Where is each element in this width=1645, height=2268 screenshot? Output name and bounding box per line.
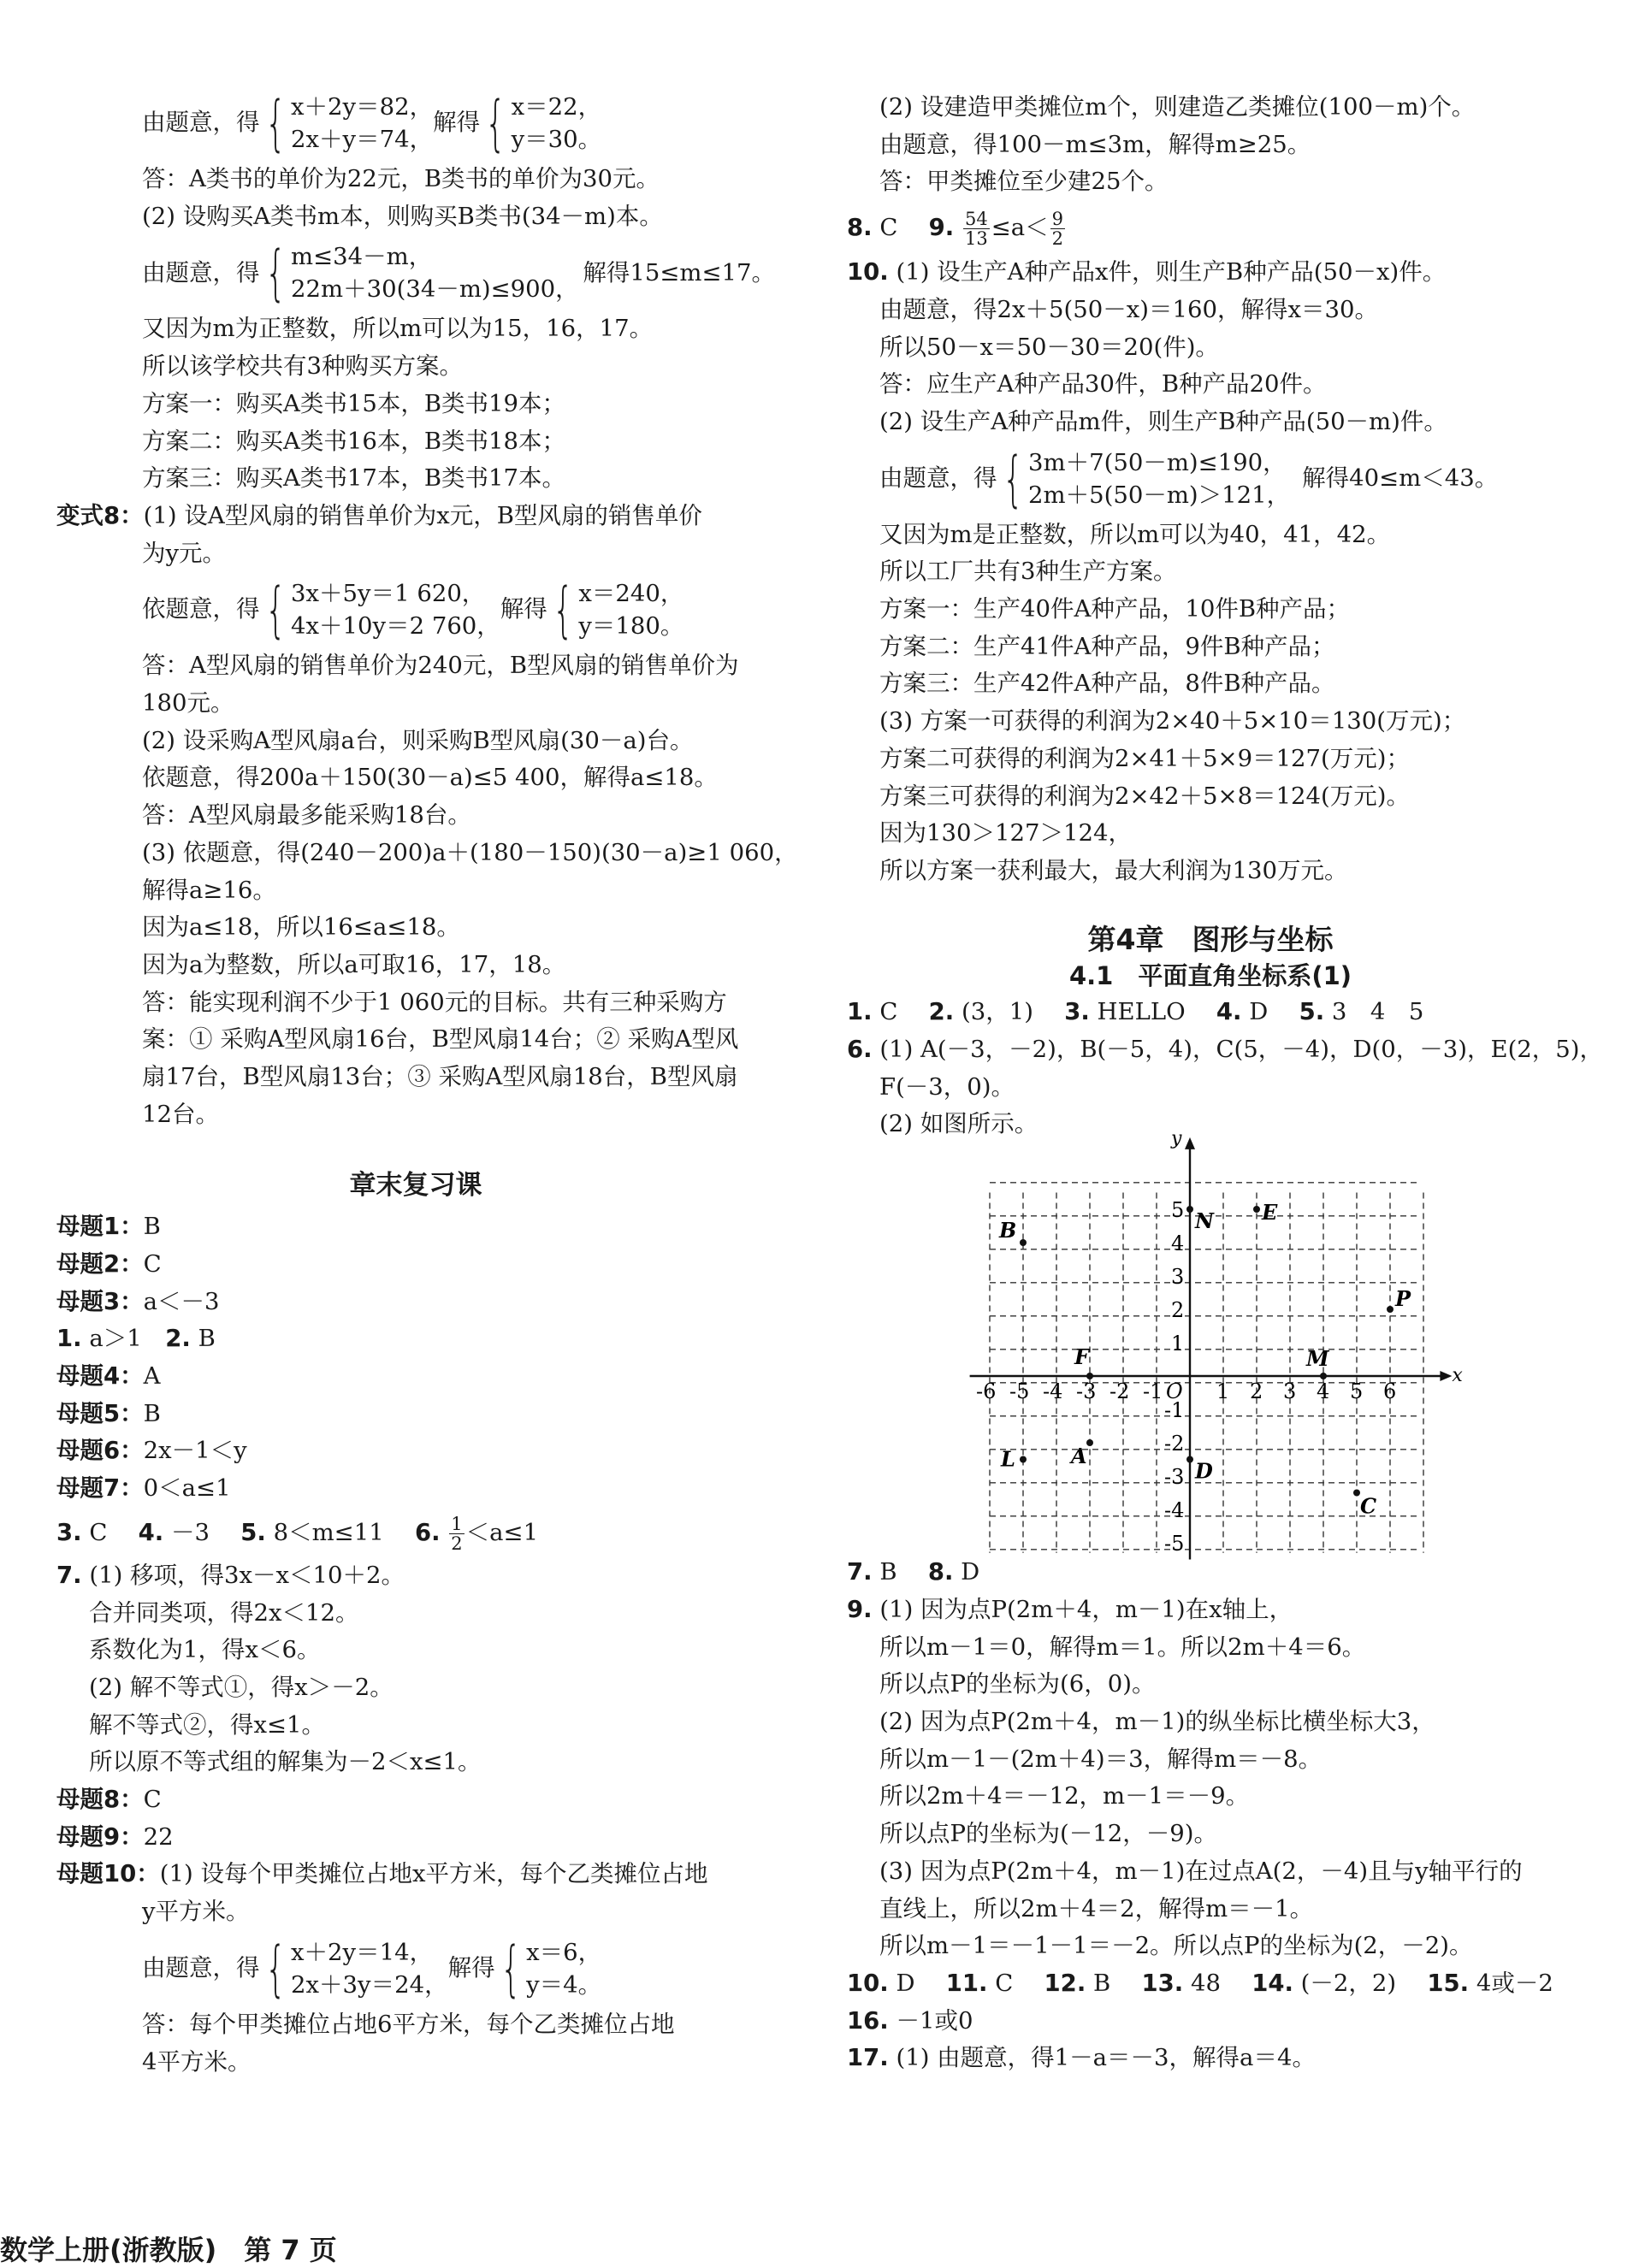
label: 4. xyxy=(1216,998,1242,1026)
point-label-F: F xyxy=(1074,1344,1090,1370)
answer-line xyxy=(847,1965,1574,2003)
brace: { xyxy=(485,88,506,158)
x-axis-arrow xyxy=(1440,1371,1452,1381)
equation-stack xyxy=(1028,446,1290,511)
label: 17. xyxy=(847,2044,889,2072)
value: 2x－1＜y xyxy=(143,1437,247,1465)
text-line: 答：甲类摊位至少建25个。 xyxy=(879,168,1169,196)
value: A xyxy=(143,1361,161,1390)
x-tick-label: 1 xyxy=(1216,1379,1230,1404)
equation-stack xyxy=(291,1936,448,2001)
label: 10. xyxy=(847,258,889,286)
point-P xyxy=(1387,1306,1394,1313)
text: 由题意，得 xyxy=(142,1953,260,1982)
section-title: 4.1 平面直角坐标系(1) xyxy=(1068,961,1352,991)
label: 7. xyxy=(56,1561,82,1589)
label: 6. xyxy=(414,1518,441,1546)
y-tick-label: 3 xyxy=(1171,1265,1185,1290)
answer-line xyxy=(847,201,1574,254)
text-line: (3) 因为点P(2m＋4，m－1)在过点A(2，－4)且与y轴平行的 xyxy=(879,1857,1523,1885)
text-line: 答：A类书的单价为22元，B类书的单价为30元。 xyxy=(142,165,660,192)
label: 母题5： xyxy=(56,1399,144,1427)
x-tick-label: 3 xyxy=(1283,1379,1297,1404)
point-label-N: N xyxy=(1195,1208,1214,1234)
fraction xyxy=(1050,210,1065,248)
text-line: 所以点P的坐标为(－12，－9)。 xyxy=(879,1820,1217,1848)
equation: y＝180。 xyxy=(578,612,684,641)
right-column xyxy=(847,89,1604,2077)
value: D xyxy=(961,1558,980,1586)
text: 解得15≤m≤17。 xyxy=(583,258,775,286)
label: 1. xyxy=(56,1325,82,1353)
y-tick-label: -2 xyxy=(1164,1432,1185,1456)
x-tick-label: -6 xyxy=(976,1379,997,1404)
label: 母题6： xyxy=(56,1437,144,1465)
equation: y＝4。 xyxy=(526,1970,602,1999)
left-column xyxy=(56,86,798,2081)
text: (1) 设生产A种产品x件，则生产B种产品(50－x)件。 xyxy=(896,258,1447,286)
value: 48 xyxy=(1190,1969,1221,1997)
value: B xyxy=(1093,1969,1111,1997)
answer-line xyxy=(847,1592,1574,1629)
text-line: 所以2m＋4＝－12，m－1＝－9。 xyxy=(879,1782,1250,1810)
value: 8＜m≤11 xyxy=(273,1518,384,1546)
value: B xyxy=(143,1399,161,1427)
text-line: 依题意，得200a＋150(30－a)≤5 400，解得a≤18。 xyxy=(142,764,718,792)
label: 13. xyxy=(1141,1969,1184,1997)
text: 由题意，得 xyxy=(142,258,260,286)
x-tick-label: 5 xyxy=(1350,1379,1364,1404)
answer-line xyxy=(56,1246,775,1284)
equation-stack xyxy=(578,577,683,642)
label: 3. xyxy=(1064,998,1090,1026)
text: (1) A(－3，－2)，B(－5，4)，C(5，－4)，D(0，－3)，E(2，5)， xyxy=(879,1036,1604,1064)
value: －1或0 xyxy=(896,2006,973,2035)
point-D xyxy=(1186,1456,1193,1463)
label: 9. xyxy=(847,1595,873,1623)
point-label-B: B xyxy=(999,1218,1017,1243)
value: C xyxy=(89,1518,108,1546)
equation: 2m＋5(50－m)＞121， xyxy=(1028,481,1291,509)
equation-stack xyxy=(291,240,579,305)
label: 母题7： xyxy=(56,1474,144,1503)
label: 9. xyxy=(928,214,955,242)
value: C xyxy=(995,1969,1014,1997)
text-line: (3) 方案一可获得的利润为2×40＋5×10＝130(万元)； xyxy=(879,707,1466,735)
text-line: 180元。 xyxy=(142,689,234,718)
answer-line xyxy=(847,254,1574,292)
text-line: 答：A型风扇最多能采购18台。 xyxy=(142,801,471,830)
equation: 4x＋10y＝2 760， xyxy=(291,612,500,641)
x-tick-label: -5 xyxy=(1009,1379,1030,1404)
label: 4. xyxy=(138,1518,164,1546)
value: C xyxy=(143,1249,162,1278)
system-equation xyxy=(56,1931,775,2006)
text: 解得 xyxy=(500,595,547,623)
variant-8-heading xyxy=(56,498,775,535)
system-equation xyxy=(56,235,775,310)
answer-line xyxy=(56,1432,775,1470)
numerator: 9 xyxy=(1051,209,1064,230)
x-tick-label: -4 xyxy=(1043,1379,1063,1404)
equation-stack xyxy=(512,91,602,156)
value: 0＜a≤1 xyxy=(143,1474,231,1503)
text-line: 答：每个甲类摊位占地6平方米，每个乙类摊位占地 xyxy=(142,2010,675,2038)
label: 8. xyxy=(847,214,873,242)
text-line: F(－3，0)。 xyxy=(879,1072,1015,1101)
point-C xyxy=(1353,1490,1360,1497)
answer-line xyxy=(56,1320,775,1358)
text-line: 答：能实现利润不少于1 060元的目标。共有三种采购方 xyxy=(142,988,727,1016)
text-line: 方案三可获得的利润为2×42＋5×8＝124(万元)。 xyxy=(879,782,1411,810)
y-tick-label: 4 xyxy=(1171,1231,1185,1256)
answer-line xyxy=(56,1396,775,1433)
text-line: 方案二：购买A类书16本，B类书18本； xyxy=(142,427,566,455)
text-line: 方案二：生产41件A种产品，9件B种产品； xyxy=(879,632,1335,660)
text-line: 解得a≥16。 xyxy=(142,876,276,904)
value: (3，1) xyxy=(961,998,1033,1026)
brace: { xyxy=(552,575,574,646)
y-tick-label: -1 xyxy=(1164,1398,1185,1423)
point-label-D: D xyxy=(1195,1458,1213,1484)
text-line: y平方米。 xyxy=(142,1898,250,1926)
answer-line xyxy=(56,1557,775,1595)
brace: { xyxy=(264,88,287,158)
page-footer: 数学上册(浙教版) 第 7 页 xyxy=(0,2234,337,2266)
equation: 3m＋7(50－m)≤190， xyxy=(1028,448,1287,476)
equation: x＝240， xyxy=(578,580,684,608)
label: 1. xyxy=(847,998,873,1026)
text-line: 所以点P的坐标为(6，0)。 xyxy=(879,1670,1156,1698)
text: (1) 设A型风扇的销售单价为x元，B型风扇的销售单价 xyxy=(143,501,702,529)
x-tick-label: 4 xyxy=(1317,1379,1330,1404)
system-inequality xyxy=(847,441,1574,517)
label: 14. xyxy=(1252,1969,1293,1997)
answer-line xyxy=(56,1508,775,1557)
text-line: 方案三：生产42件A种产品，8件B种产品。 xyxy=(879,670,1335,698)
label: 2. xyxy=(928,998,955,1026)
x-axis-label: x xyxy=(1452,1365,1463,1387)
value: a＞1 xyxy=(89,1325,142,1353)
point-B xyxy=(1020,1239,1027,1246)
fraction xyxy=(963,210,990,248)
text-line: (2) 解不等式①，得x＞－2。 xyxy=(89,1673,393,1701)
y-tick-label: -3 xyxy=(1164,1465,1185,1490)
text-line: 解不等式②，得x≤1。 xyxy=(89,1710,326,1739)
y-tick-label: 5 xyxy=(1171,1198,1185,1223)
value: B xyxy=(143,1213,161,1241)
text: 解得 xyxy=(447,1953,495,1982)
system-equation xyxy=(56,572,775,647)
text-line: 方案三：购买A类书17本，B类书17本。 xyxy=(142,464,566,493)
value: 3 4 5 xyxy=(1331,998,1424,1026)
answer-line xyxy=(847,2040,1574,2077)
equation: 3x＋5y＝1 620， xyxy=(291,580,486,608)
text-line: 方案一：购买A类书15本，B类书19本； xyxy=(142,389,566,417)
text: 解得 xyxy=(433,109,481,137)
text-line: 扇17台，B型风扇13台；③ 采购A型风扇18台，B型风扇 xyxy=(142,1063,738,1091)
value: ≤a＜ xyxy=(991,214,1049,242)
label: 母题8： xyxy=(56,1786,144,1814)
text-line: 由题意，得2x＋5(50－x)＝160，解得x＝30。 xyxy=(879,295,1378,323)
point-L xyxy=(1020,1456,1027,1463)
text-line: 答：A型风扇的销售单价为240元，B型风扇的销售单价为 xyxy=(142,652,739,680)
text-line: 所以工厂共有3种生产方案。 xyxy=(879,558,1177,586)
point-label-C: C xyxy=(1360,1493,1377,1519)
label: 母题1： xyxy=(56,1213,144,1241)
value: (－2，2) xyxy=(1300,1969,1397,1997)
label: 2. xyxy=(165,1325,191,1353)
value: B xyxy=(879,1558,897,1586)
numerator: 54 xyxy=(964,209,988,230)
text-line: 所以该学校共有3种购买方案。 xyxy=(142,352,463,381)
text-line: 答：应生产A种产品30件，B种产品20件。 xyxy=(879,370,1327,399)
text-line: 又因为m为正整数，所以m可以为15，16，17。 xyxy=(142,315,654,343)
denominator: 2 xyxy=(451,1533,463,1554)
text-line: 系数化为1，得x＜6。 xyxy=(89,1636,321,1664)
text-line: (2) 设采购A型风扇a台，则采购B型风扇(30－a)台。 xyxy=(142,726,694,754)
label: 母题9： xyxy=(56,1822,144,1851)
value: C xyxy=(879,214,898,242)
point-label-P: P xyxy=(1395,1286,1411,1312)
text-line: 案：① 采购A型风扇16台，B型风扇14台；② 采购A型风 xyxy=(142,1025,739,1054)
label: 8. xyxy=(927,1558,954,1586)
label: 15. xyxy=(1427,1969,1470,1997)
x-tick-label: 6 xyxy=(1383,1379,1397,1404)
answer-line xyxy=(56,1470,775,1508)
answer-line xyxy=(56,1284,775,1321)
text-line: (2) 设生产A种产品m件，则生产B种产品(50－m)件。 xyxy=(879,407,1447,435)
equation: 2x＋3y＝24， xyxy=(291,1970,448,1999)
value: D xyxy=(896,1969,915,1997)
text-line: 由题意，得100－m≤3m，解得m≥25。 xyxy=(879,130,1311,158)
label: 3. xyxy=(56,1518,82,1546)
label: 母题2： xyxy=(56,1249,144,1278)
text-line: 因为a为整数，所以a可取16，17，18。 xyxy=(142,950,566,978)
answer-line xyxy=(56,1819,775,1857)
answer-line xyxy=(847,1031,1604,1069)
label: 母题3： xyxy=(56,1287,144,1315)
text: 由题意，得 xyxy=(142,109,260,137)
value: 22 xyxy=(143,1822,174,1851)
chapter-title: 第4章 图形与坐标 xyxy=(1087,922,1334,956)
text-line: 直线上，所以2m＋4＝2，解得m＝－1。 xyxy=(879,1894,1314,1922)
x-tick-label: 2 xyxy=(1250,1379,1263,1404)
text-line: (2) 如图所示。 xyxy=(879,1110,1038,1138)
y-axis-label: y xyxy=(1171,1128,1182,1150)
text: 解得40≤m＜43。 xyxy=(1302,464,1499,492)
point-A xyxy=(1086,1439,1093,1446)
text-line: 所以m－1－(2m＋4)＝3，解得m＝－8。 xyxy=(879,1745,1323,1773)
brace: { xyxy=(264,238,287,309)
value: C xyxy=(143,1786,162,1814)
label: 16. xyxy=(847,2006,889,2035)
equation-stack xyxy=(526,1936,601,2001)
answer-line xyxy=(56,1208,775,1246)
value: B xyxy=(198,1325,216,1353)
text-line: 所以m－1＝0，解得m＝1。所以2m＋4＝6。 xyxy=(879,1633,1366,1661)
coordinate-graph xyxy=(847,1128,1574,1556)
text: (1) 因为点P(2m＋4，m－1)在x轴上， xyxy=(879,1595,1293,1623)
point-N xyxy=(1186,1206,1193,1213)
y-tick-label: 2 xyxy=(1171,1298,1185,1323)
text: (1) 移项，得3x－x＜10＋2。 xyxy=(89,1561,405,1589)
text-line: (2) 设建造甲类摊位m个，则建造乙类摊位(100－m)个。 xyxy=(879,93,1476,121)
label: 12. xyxy=(1044,1969,1086,1997)
text: (1) 设每个甲类摊位占地x平方米，每个乙类摊位占地 xyxy=(159,1860,708,1888)
text-line: 因为130＞127＞124， xyxy=(879,819,1132,848)
brace: { xyxy=(264,575,287,646)
label: 7. xyxy=(847,1558,873,1586)
brace: { xyxy=(500,1933,522,2004)
equation: x＋2y＝82， xyxy=(291,93,434,121)
text-line: 4平方米。 xyxy=(142,2047,251,2076)
text: 由题意，得 xyxy=(879,464,997,492)
answer-line xyxy=(847,994,1574,1031)
text-line: (3) 依题意，得(240－200)a＋(180－150)(30－a)≥1 060， xyxy=(142,838,798,866)
equation: 2x＋y＝74， xyxy=(291,126,434,153)
value: ＜a≤1 xyxy=(465,1518,539,1546)
text-line: 所以方案一获利最大，最大利润为130万元。 xyxy=(879,856,1348,884)
equation: m≤34－m， xyxy=(291,243,433,271)
text: 依题意，得 xyxy=(142,595,260,623)
answer-line xyxy=(847,2003,1574,2041)
label: 6. xyxy=(847,1036,873,1064)
point-label-A: A xyxy=(1071,1444,1087,1469)
value: D xyxy=(1249,998,1269,1026)
value: －3 xyxy=(170,1518,210,1546)
point-M xyxy=(1320,1373,1327,1379)
fraction xyxy=(449,1515,464,1553)
y-tick-label: -4 xyxy=(1164,1498,1185,1523)
point-label-M: M xyxy=(1306,1346,1329,1372)
x-tick-label: -2 xyxy=(1109,1379,1130,1404)
point-label-E: E xyxy=(1262,1200,1278,1226)
x-tick-label: -1 xyxy=(1143,1379,1163,1404)
value: a＜－3 xyxy=(143,1287,220,1315)
answer-line xyxy=(847,1554,1574,1592)
text-line: 合并同类项，得2x＜12。 xyxy=(89,1598,359,1627)
label: 11. xyxy=(945,1969,988,1997)
label: 母题4： xyxy=(56,1361,144,1390)
value: (1) 由题意，得1－a＝－3，解得a＝4。 xyxy=(896,2044,1316,2072)
coordinate-plane xyxy=(847,1128,1574,1556)
point-E xyxy=(1253,1206,1260,1213)
label: 5. xyxy=(1299,998,1325,1026)
equation-stack xyxy=(291,91,433,156)
point-F xyxy=(1086,1373,1093,1379)
denominator: 2 xyxy=(1051,228,1064,250)
value: HELLO xyxy=(1097,998,1186,1026)
label: 10. xyxy=(847,1969,889,1997)
label: 5. xyxy=(240,1518,266,1546)
text-line: 所以m－1＝－1－1＝－2。所以点P的坐标为(2，－2)。 xyxy=(879,1932,1473,1960)
brace: { xyxy=(264,1933,287,2004)
text-line: 又因为m是正整数，所以m可以为40，41，42。 xyxy=(879,520,1391,548)
label: 母题10： xyxy=(56,1860,160,1888)
text-line: 所以50－x＝50－30＝20(件)。 xyxy=(879,333,1219,361)
value: C xyxy=(879,998,898,1026)
numerator: 1 xyxy=(451,1513,463,1534)
y-tick-label: -5 xyxy=(1164,1532,1185,1556)
denominator: 13 xyxy=(964,228,988,250)
equation: x＝22， xyxy=(511,93,602,121)
y-tick-label: 1 xyxy=(1171,1332,1185,1356)
equation: x＝6， xyxy=(526,1938,602,1966)
answer-line xyxy=(56,1358,775,1396)
answer-line xyxy=(56,1781,775,1819)
equation: 22m＋30(34－m)≤900， xyxy=(291,275,579,304)
answer-line xyxy=(56,1856,775,1893)
origin-label: O xyxy=(1166,1379,1183,1404)
text-line: 因为a≤18，所以16≤a≤18。 xyxy=(142,913,460,942)
text-line: 12台。 xyxy=(142,1100,219,1128)
section-title: 章末复习课 xyxy=(349,1170,482,1202)
text-line: (2) 设购买A类书m本，则购买B类书(34－m)本。 xyxy=(142,202,663,230)
brace: { xyxy=(1002,443,1024,514)
equation-stack xyxy=(291,577,500,642)
text-line: 为y元。 xyxy=(142,539,227,567)
text-line: (2) 因为点P(2m＋4，m－1)的纵坐标比横坐标大3， xyxy=(879,1707,1435,1735)
label: 变式8： xyxy=(56,501,144,529)
text-line: 方案一：生产40件A种产品，10件B种产品； xyxy=(879,595,1351,623)
text-line: 方案二可获得的利润为2×41＋5×9＝127(万元)； xyxy=(879,744,1411,772)
equation: x＋2y＝14， xyxy=(291,1938,434,1966)
system-equation xyxy=(56,86,775,161)
equation: y＝30。 xyxy=(511,126,602,153)
point-label-L: L xyxy=(1001,1446,1015,1472)
x-tick-label: -3 xyxy=(1076,1379,1097,1404)
value: 4或－2 xyxy=(1476,1969,1553,1997)
text-line: 所以原不等式组的解集为－2＜x≤1。 xyxy=(89,1748,482,1776)
